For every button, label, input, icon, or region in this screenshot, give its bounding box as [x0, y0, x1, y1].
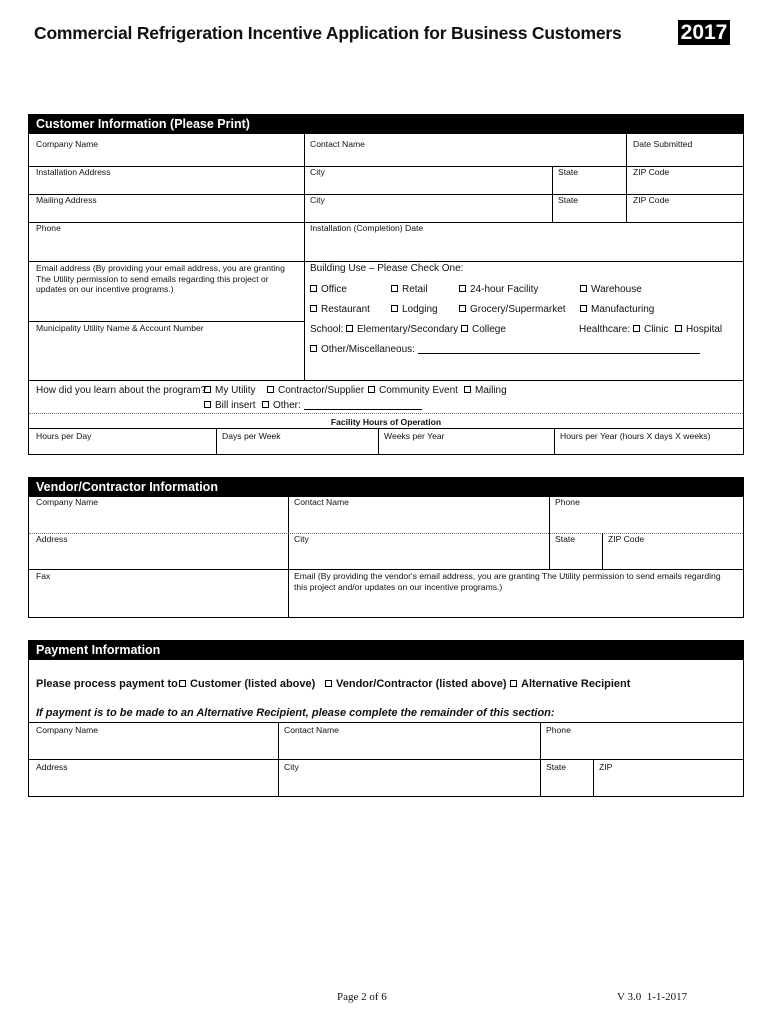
vendor-phone-field[interactable]: Phone: [555, 497, 580, 507]
checkbox-clinic[interactable]: Clinic: [633, 324, 668, 336]
customer-installation-address-field[interactable]: Installation Address: [36, 167, 111, 177]
checkbox-college[interactable]: College: [461, 324, 506, 336]
checkbox-pay-vendor[interactable]: Vendor/Contractor (listed above): [325, 678, 507, 690]
checkbox-icon: [633, 325, 640, 332]
checkbox-icon: [464, 386, 471, 393]
checkbox-pay-customer[interactable]: Customer (listed above): [179, 678, 315, 690]
checkbox-icon: [310, 305, 317, 312]
payment-section-heading: Payment Information: [29, 641, 743, 660]
checkbox-icon: [580, 285, 587, 292]
version-label: V 3.0 1-1-2017: [617, 991, 688, 1003]
customer-email-field[interactable]: Email address (By providing your email address, you are granting The Utility permission to send emails regarding this project or updates on our incentive programs.): [36, 263, 285, 294]
vendor-contact-name-field[interactable]: Contact Name: [294, 497, 349, 507]
checkbox-icon: [391, 285, 398, 292]
other-source-line[interactable]: [304, 409, 422, 410]
checkbox-other-misc[interactable]: Other/Miscellaneous:: [310, 344, 700, 356]
hours-per-day-field[interactable]: Hours per Day: [36, 431, 92, 441]
hours-per-year-field[interactable]: Hours per Year (hours X days X weeks): [560, 431, 711, 441]
customer-phone-field[interactable]: Phone: [36, 223, 61, 233]
customer-mailing-address-field[interactable]: Mailing Address: [36, 195, 97, 205]
school-label: School:: [310, 324, 344, 335]
form-title: Commercial Refrigeration Incentive Application for Business Customers: [34, 23, 622, 43]
payment-company-name-field[interactable]: Company Name: [36, 725, 99, 735]
alternative-recipient-note: If payment is to be made to an Alternative Recipient, please complete the remainder of this section:: [36, 707, 555, 719]
customer-install-city-field[interactable]: City: [310, 167, 325, 177]
checkbox-warehouse[interactable]: Warehouse: [580, 284, 642, 296]
days-per-week-field[interactable]: Days per Week: [222, 431, 281, 441]
checkbox-icon: [510, 680, 517, 687]
customer-installation-date-field[interactable]: Installation (Completion) Date: [310, 223, 424, 233]
checkbox-icon: [310, 285, 317, 292]
checkbox-pay-alternative[interactable]: Alternative Recipient: [510, 678, 630, 690]
vendor-section-heading: Vendor/Contractor Information: [29, 478, 743, 497]
checkbox-bill-insert[interactable]: Bill insert: [204, 400, 256, 412]
checkbox-icon: [204, 386, 211, 393]
payment-section: [28, 640, 744, 797]
checkbox-icon: [459, 285, 466, 292]
building-use-label: Building Use – Please Check One:: [310, 263, 464, 274]
checkbox-icon: [391, 305, 398, 312]
year-badge: 2017: [678, 20, 730, 45]
checkbox-my-utility[interactable]: My Utility: [204, 385, 256, 397]
customer-municipality-field[interactable]: Municipality Utility Name & Account Number: [36, 323, 204, 333]
checkbox-other-source[interactable]: Other:: [262, 400, 422, 412]
checkbox-icon: [204, 401, 211, 408]
checkbox-hospital[interactable]: Hospital: [675, 324, 722, 336]
other-misc-line[interactable]: [418, 353, 700, 354]
vendor-address-field[interactable]: Address: [36, 534, 68, 544]
vendor-state-field[interactable]: State: [555, 534, 576, 544]
checkbox-mailing[interactable]: Mailing: [464, 385, 507, 397]
checkbox-icon: [325, 680, 332, 687]
checkbox-icon: [459, 305, 466, 312]
payment-city-field[interactable]: City: [284, 762, 299, 772]
checkbox-icon: [310, 345, 317, 352]
customer-mailing-city-field[interactable]: City: [310, 195, 325, 205]
checkbox-icon: [675, 325, 682, 332]
customer-contact-name-field[interactable]: Contact Name: [310, 139, 365, 149]
vendor-city-field[interactable]: City: [294, 534, 309, 544]
weeks-per-year-field[interactable]: Weeks per Year: [384, 431, 445, 441]
checkbox-community-event[interactable]: Community Event: [368, 385, 458, 397]
facility-hours-heading: Facility Hours of Operation: [330, 417, 442, 427]
checkbox-24-hour-facility[interactable]: 24-hour Facility: [459, 284, 538, 296]
customer-date-submitted-field[interactable]: Date Submitted: [633, 139, 693, 149]
customer-company-name-field[interactable]: Company Name: [36, 139, 99, 149]
checkbox-retail[interactable]: Retail: [391, 284, 428, 296]
vendor-zip-field[interactable]: ZIP Code: [608, 534, 645, 544]
checkbox-contractor-supplier[interactable]: Contractor/Supplier: [267, 385, 364, 397]
vendor-section: [28, 477, 744, 618]
learn-about-label: How did you learn about the program?: [36, 385, 207, 396]
healthcare-label: Healthcare:: [579, 324, 631, 335]
payment-phone-field[interactable]: Phone: [546, 725, 571, 735]
payment-state-field[interactable]: State: [546, 762, 567, 772]
checkbox-icon: [461, 325, 468, 332]
customer-mailing-zip-field[interactable]: ZIP Code: [633, 195, 670, 205]
vendor-fax-field[interactable]: Fax: [36, 571, 51, 581]
vendor-company-name-field[interactable]: Company Name: [36, 497, 99, 507]
customer-install-state-field[interactable]: State: [558, 167, 579, 177]
customer-section: [28, 114, 744, 455]
checkbox-grocery[interactable]: Grocery/Supermarket: [459, 304, 566, 316]
page-number: Page 2 of 6: [337, 991, 387, 1003]
checkbox-restaurant[interactable]: Restaurant: [310, 304, 370, 316]
vendor-email-field[interactable]: Email (By providing the vendor's email address, you are granting The Utility permission to send emails regarding this project and/or updates on our incentive programs.): [294, 571, 721, 592]
process-payment-label: Please process payment to:: [36, 678, 182, 690]
checkbox-icon: [267, 386, 274, 393]
checkbox-lodging[interactable]: Lodging: [391, 304, 438, 316]
payment-contact-name-field[interactable]: Contact Name: [284, 725, 339, 735]
checkbox-icon: [179, 680, 186, 687]
checkbox-office[interactable]: Office: [310, 284, 347, 296]
customer-install-zip-field[interactable]: ZIP Code: [633, 167, 670, 177]
checkbox-icon: [262, 401, 269, 408]
checkbox-icon: [580, 305, 587, 312]
customer-mailing-state-field[interactable]: State: [558, 195, 579, 205]
customer-section-heading: Customer Information (Please Print): [29, 115, 743, 134]
checkbox-elementary-secondary[interactable]: Elementary/Secondary: [346, 324, 458, 336]
payment-address-field[interactable]: Address: [36, 762, 68, 772]
checkbox-manufacturing[interactable]: Manufacturing: [580, 304, 654, 316]
checkbox-icon: [346, 325, 353, 332]
payment-zip-field[interactable]: ZIP: [599, 762, 613, 772]
checkbox-icon: [368, 386, 375, 393]
